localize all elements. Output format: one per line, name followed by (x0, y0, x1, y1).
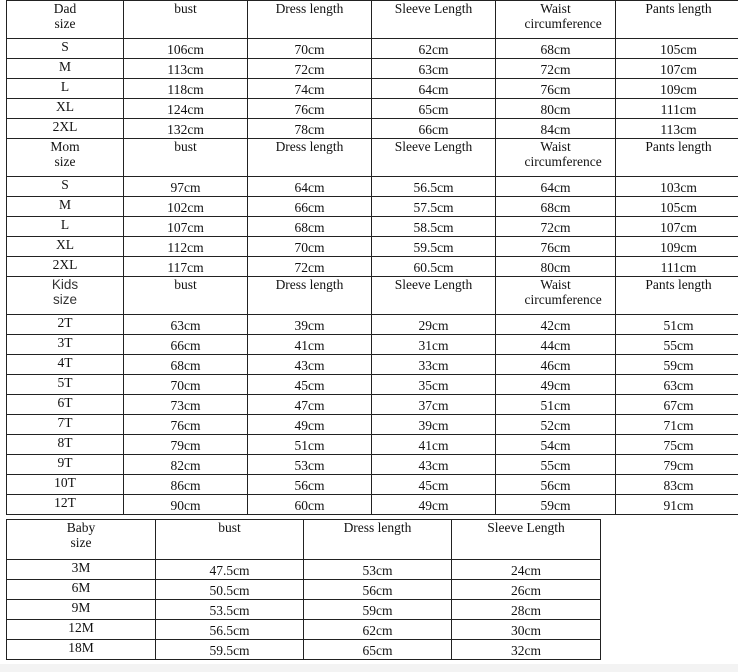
measurement-cell: 41cm (372, 435, 496, 455)
measurement-cell: 72cm (248, 59, 372, 79)
size-cell: 9T (7, 455, 124, 475)
size-cell: 5T (7, 375, 124, 395)
column-header-text: Sleeve Length (487, 520, 565, 535)
measurement-cell: 117cm (124, 257, 248, 277)
measurement-cell: 51cm (496, 395, 616, 415)
measurement-cell: 72cm (496, 217, 616, 237)
measurement-cell: 52cm (496, 415, 616, 435)
group-label: Baby (66, 520, 96, 535)
measurement-cell: 75cm (616, 435, 738, 455)
measurement-cell: 39cm (372, 415, 496, 435)
column-header (496, 1, 616, 39)
table-row (7, 59, 738, 79)
measurement-cell: 39cm (248, 315, 372, 335)
measurement-cell: 103cm (616, 177, 738, 197)
measurement-cell: 54cm (496, 435, 616, 455)
column-header (372, 277, 496, 315)
measurement-cell: 64cm (372, 79, 496, 99)
measurement-cell: 63cm (124, 315, 248, 335)
size-cell: S (7, 39, 124, 59)
table-row (7, 355, 738, 375)
size-cell: L (7, 217, 124, 237)
size-cell: 12T (7, 495, 124, 515)
table-row (7, 560, 601, 580)
size-cell: 8T (7, 435, 124, 455)
group-label: Dad (53, 1, 77, 16)
size-cell: 7T (7, 415, 124, 435)
table-row (7, 600, 601, 620)
table-row (7, 495, 738, 515)
measurement-cell: 68cm (496, 39, 616, 59)
measurement-cell: 70cm (248, 237, 372, 257)
measurement-cell: 60cm (248, 495, 372, 515)
measurement-cell: 60.5cm (372, 257, 496, 277)
measurement-cell: 47cm (248, 395, 372, 415)
column-header (248, 1, 372, 39)
measurement-cell: 44cm (496, 335, 616, 355)
size-header-cell (7, 277, 124, 315)
column-header-text: Sleeve Length (394, 277, 473, 292)
measurement-cell: 51cm (248, 435, 372, 455)
table-row (7, 217, 738, 237)
table-row (7, 99, 738, 119)
table-row (7, 177, 738, 197)
table-row (7, 257, 738, 277)
table-row (7, 435, 738, 455)
measurement-cell: 71cm (616, 415, 738, 435)
measurement-cell: 72cm (248, 257, 372, 277)
size-cell: XL (7, 237, 124, 257)
measurement-cell: 63cm (616, 375, 738, 395)
measurement-cell: 124cm (124, 99, 248, 119)
size-cell: 3T (7, 335, 124, 355)
measurement-cell: 107cm (616, 59, 738, 79)
measurement-cell: 70cm (248, 39, 372, 59)
column-header (124, 139, 248, 177)
column-header (304, 520, 452, 560)
measurement-cell: 113cm (124, 59, 248, 79)
table-row (7, 455, 738, 475)
column-header (372, 1, 496, 39)
measurement-cell: 68cm (124, 355, 248, 375)
measurement-cell: 56.5cm (156, 620, 304, 640)
measurement-cell: 56cm (496, 475, 616, 495)
size-cell: L (7, 79, 124, 99)
table-row (7, 39, 738, 59)
measurement-cell: 76cm (496, 237, 616, 257)
measurement-cell: 102cm (124, 197, 248, 217)
measurement-cell: 59.5cm (372, 237, 496, 257)
size-cell: S (7, 177, 124, 197)
size-cell: 12M (7, 620, 156, 640)
measurement-cell: 32cm (452, 640, 601, 660)
column-header-text: bust (218, 520, 241, 535)
measurement-cell: 80cm (496, 99, 616, 119)
column-header-text: bust (174, 139, 197, 154)
size-cell: 10T (7, 475, 124, 495)
measurement-cell: 112cm (124, 237, 248, 257)
table-row (7, 119, 738, 139)
measurement-cell: 91cm (616, 495, 738, 515)
measurement-cell: 74cm (248, 79, 372, 99)
size-cell: 18M (7, 640, 156, 660)
measurement-cell: 111cm (616, 257, 738, 277)
measurement-cell: 50.5cm (156, 580, 304, 600)
size-cell: M (7, 59, 124, 79)
column-header (616, 139, 738, 177)
table-row (7, 237, 738, 257)
measurement-cell: 111cm (616, 99, 738, 119)
section-header-row (7, 277, 738, 315)
size-cell: 3M (7, 560, 156, 580)
measurement-cell: 105cm (616, 39, 738, 59)
measurement-cell: 46cm (496, 355, 616, 375)
size-label: size (54, 16, 76, 31)
measurement-cell: 107cm (616, 217, 738, 237)
measurement-cell: 84cm (496, 119, 616, 139)
measurement-cell: 76cm (248, 99, 372, 119)
column-header-text: bust (174, 277, 197, 292)
column-header (248, 277, 372, 315)
column-header-text: Dress length (275, 277, 344, 292)
measurement-cell: 109cm (616, 237, 738, 257)
measurement-cell: 76cm (124, 415, 248, 435)
column-header (248, 139, 372, 177)
measurement-cell: 41cm (248, 335, 372, 355)
measurement-cell: 105cm (616, 197, 738, 217)
measurement-cell: 109cm (616, 79, 738, 99)
column-header (452, 520, 601, 560)
group-label: Kids (51, 277, 79, 292)
column-header-text: Sleeve Length (394, 1, 473, 16)
measurement-cell: 55cm (496, 455, 616, 475)
measurement-cell: 66cm (124, 335, 248, 355)
size-header-cell (7, 139, 124, 177)
measurement-cell: 66cm (248, 197, 372, 217)
measurement-cell: 82cm (124, 455, 248, 475)
section-header-row (7, 1, 738, 39)
column-header-text: Dress length (275, 139, 344, 154)
size-header-cell (7, 1, 124, 39)
measurement-cell: 62cm (372, 39, 496, 59)
measurement-cell: 49cm (372, 495, 496, 515)
column-header-text: Waist circumference (524, 277, 602, 307)
size-label: size (70, 535, 92, 550)
measurement-cell: 30cm (452, 620, 601, 640)
size-cell: 2T (7, 315, 124, 335)
measurement-cell: 42cm (496, 315, 616, 335)
column-header (156, 520, 304, 560)
measurement-cell: 56cm (304, 580, 452, 600)
measurement-cell: 45cm (372, 475, 496, 495)
size-cell: XL (7, 99, 124, 119)
measurement-cell: 29cm (372, 315, 496, 335)
group-label: Mom (50, 139, 80, 154)
measurement-cell: 56.5cm (372, 177, 496, 197)
measurement-cell: 45cm (248, 375, 372, 395)
size-cell: 9M (7, 600, 156, 620)
measurement-cell: 113cm (616, 119, 738, 139)
measurement-cell: 68cm (496, 197, 616, 217)
measurement-cell: 57.5cm (372, 197, 496, 217)
size-label: size (52, 292, 77, 307)
column-header-text: Waist circumference (524, 1, 602, 31)
measurement-cell: 65cm (372, 99, 496, 119)
bottom-strip (0, 664, 738, 672)
table-row (7, 197, 738, 217)
column-header (124, 277, 248, 315)
measurement-cell: 79cm (616, 455, 738, 475)
measurement-cell: 59cm (616, 355, 738, 375)
column-header-text: Pants length (645, 1, 712, 16)
measurement-cell: 79cm (124, 435, 248, 455)
size-cell: 2XL (7, 257, 124, 277)
measurement-cell: 64cm (496, 177, 616, 197)
measurement-cell: 73cm (124, 395, 248, 415)
measurement-cell: 47.5cm (156, 560, 304, 580)
column-header (124, 1, 248, 39)
measurement-cell: 55cm (616, 335, 738, 355)
size-cell: 2XL (7, 119, 124, 139)
measurement-cell: 132cm (124, 119, 248, 139)
measurement-cell: 49cm (248, 415, 372, 435)
table-row (7, 375, 738, 395)
measurement-cell: 106cm (124, 39, 248, 59)
measurement-cell: 83cm (616, 475, 738, 495)
size-cell: 4T (7, 355, 124, 375)
measurement-cell: 49cm (496, 375, 616, 395)
column-header-text: Waist circumference (524, 139, 602, 169)
measurement-cell: 53cm (248, 455, 372, 475)
column-header (616, 277, 738, 315)
measurement-cell: 59cm (304, 600, 452, 620)
measurement-cell: 65cm (304, 640, 452, 660)
column-header-text: Pants length (645, 277, 712, 292)
measurement-cell: 90cm (124, 495, 248, 515)
baby-size-table (6, 519, 601, 660)
measurement-cell: 43cm (248, 355, 372, 375)
measurement-cell: 72cm (496, 59, 616, 79)
measurement-cell: 59cm (496, 495, 616, 515)
measurement-cell: 43cm (372, 455, 496, 475)
table-row (7, 335, 738, 355)
measurement-cell: 67cm (616, 395, 738, 415)
baby-header-row (7, 520, 601, 560)
measurement-cell: 64cm (248, 177, 372, 197)
table-row (7, 415, 738, 435)
measurement-cell: 58.5cm (372, 217, 496, 237)
measurement-cell: 59.5cm (156, 640, 304, 660)
measurement-cell: 26cm (452, 580, 601, 600)
table-row (7, 79, 738, 99)
measurement-cell: 53cm (304, 560, 452, 580)
measurement-cell: 51cm (616, 315, 738, 335)
measurement-cell: 53.5cm (156, 600, 304, 620)
column-header-text: Sleeve Length (394, 139, 473, 154)
measurement-cell: 80cm (496, 257, 616, 277)
size-cell: 6M (7, 580, 156, 600)
measurement-cell: 118cm (124, 79, 248, 99)
measurement-cell: 63cm (372, 59, 496, 79)
size-cell: 6T (7, 395, 124, 415)
column-header (616, 1, 738, 39)
size-label: size (54, 154, 76, 169)
baby-size-header-cell (7, 520, 156, 560)
column-header (372, 139, 496, 177)
table-row (7, 640, 601, 660)
measurement-cell: 97cm (124, 177, 248, 197)
table-row (7, 395, 738, 415)
table-row (7, 475, 738, 495)
measurement-cell: 37cm (372, 395, 496, 415)
measurement-cell: 86cm (124, 475, 248, 495)
measurement-cell: 33cm (372, 355, 496, 375)
table-row (7, 620, 601, 640)
measurement-cell: 76cm (496, 79, 616, 99)
size-cell: M (7, 197, 124, 217)
section-header-row (7, 139, 738, 177)
measurement-cell: 24cm (452, 560, 601, 580)
measurement-cell: 62cm (304, 620, 452, 640)
measurement-cell: 70cm (124, 375, 248, 395)
measurement-cell: 78cm (248, 119, 372, 139)
column-header (496, 139, 616, 177)
size-chart-table (6, 0, 738, 515)
measurement-cell: 35cm (372, 375, 496, 395)
table-row (7, 315, 738, 335)
measurement-cell: 66cm (372, 119, 496, 139)
measurement-cell: 31cm (372, 335, 496, 355)
column-header-text: Pants length (645, 139, 712, 154)
column-header-text: Dress length (343, 520, 412, 535)
column-header-text: Dress length (275, 1, 344, 16)
column-header-text: bust (174, 1, 197, 16)
column-header (496, 277, 616, 315)
table-row (7, 580, 601, 600)
measurement-cell: 28cm (452, 600, 601, 620)
measurement-cell: 68cm (248, 217, 372, 237)
measurement-cell: 56cm (248, 475, 372, 495)
measurement-cell: 107cm (124, 217, 248, 237)
